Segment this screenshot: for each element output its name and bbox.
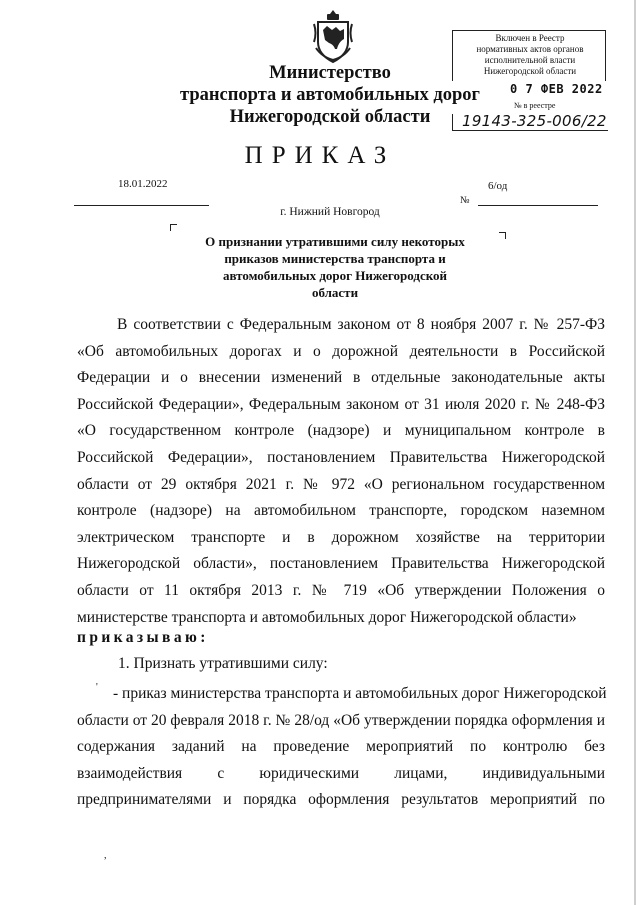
document-number: 6/од: [488, 180, 508, 192]
body-line: области от 20 февраля 2018 г. № 28/од «Об утверждении порядка оформления и: [77, 711, 605, 729]
stamp-corner: [452, 114, 453, 130]
body-line: «О государственном контроле (надзоре) и муниципальном контроле в: [77, 422, 605, 440]
coat-of-arms-emblem: [312, 8, 354, 64]
body-line: - приказ министерства транспорта и автомобильных дорог Нижегородской: [113, 685, 607, 702]
ministry-line-2: транспорта и автомобильных дорог: [180, 85, 480, 105]
stray-mark: ': [96, 682, 98, 693]
body-line: Нижегородской области», постановлением Правительства Нижегородской: [77, 555, 605, 573]
document-date: 18.01.2022: [118, 178, 168, 190]
stamp-date: 0 7 ФЕВ 2022: [510, 82, 603, 96]
body-line: Российской Федерации», постановлением Правительства Нижегородской: [77, 448, 605, 466]
ministry-line-3: Нижегородской области: [229, 107, 431, 127]
heading-line: О признании утратившими силу некоторых: [205, 234, 465, 249]
scan-edge: [634, 0, 636, 905]
stamp-line-3: исполнительной власти: [484, 55, 576, 65]
heading-line: приказов министерства транспорта и: [224, 251, 446, 266]
body-line: В соответствии с Федеральным законом от 8 ноября 2007 г. № 257-ФЗ: [117, 316, 605, 333]
stamp-line-4: Нижегородской области: [483, 66, 577, 76]
stamp-line-2: нормативных актов органов: [476, 44, 584, 54]
stamp-reg-label: № в реестре: [514, 101, 556, 110]
registry-stamp: [452, 30, 608, 142]
stamp-reg-number: 19143-325-006/22: [462, 112, 607, 130]
body-line: содержания заданий на проведение мероприятий по контролю без: [77, 738, 605, 756]
number-underline: [478, 205, 598, 206]
ministry-line-1: Министерство: [269, 63, 391, 83]
document-type-title: ПРИКАЗ: [244, 142, 396, 169]
body-line: министерстве транспорта и автомобильных дорог Нижегородской области»: [77, 608, 577, 626]
body-line: взаимодействия с юридическими лицами, индивидуальными: [77, 764, 605, 782]
body-line: электрическом транспорте и в дорожном хозяйстве на территории: [77, 528, 605, 546]
heading-line: области: [311, 285, 359, 300]
body-line: контроле (надзоре) на автомобильном транспорте, городском наземном: [77, 502, 605, 520]
heading-corner-right: [499, 232, 506, 239]
city-label: г. Нижний Новгород: [280, 206, 380, 218]
item-1-title: 1. Признать утратившими силу:: [118, 655, 328, 672]
stray-mark: ,: [104, 850, 107, 861]
stamp-line-1: Включен в Реестр: [495, 33, 565, 43]
date-underline: [74, 205, 209, 206]
preamble-paragraph: [77, 312, 605, 631]
body-line: «Об автомобильных дорогах и о дорожной деятельности в Российской: [77, 342, 605, 360]
document-heading: [170, 233, 500, 301]
body-line: Федерации и о внесении изменений в отдельные законодательные акты: [77, 369, 605, 387]
body-line: области от 29 октября 2021 г. № 972 «О региональном государственном: [77, 475, 605, 493]
heading-corner-left: [170, 224, 177, 231]
number-sign: №: [460, 195, 470, 206]
body-line: области от 11 октября 2013 г. № 719 «Об утверждении Положения о: [77, 581, 605, 599]
stamp-underline: [452, 130, 608, 131]
item-1-paragraph: [77, 681, 605, 814]
heading-line: автомобильных дорог Нижегородской: [222, 268, 448, 283]
order-word: приказываю:: [77, 629, 209, 646]
body-line: Российской Федерации», Федеральным законом от 31 июля 2020 г. № 248-ФЗ: [77, 395, 605, 413]
body-line: предпринимателями и порядка оформления результатов мероприятий по: [77, 791, 605, 809]
